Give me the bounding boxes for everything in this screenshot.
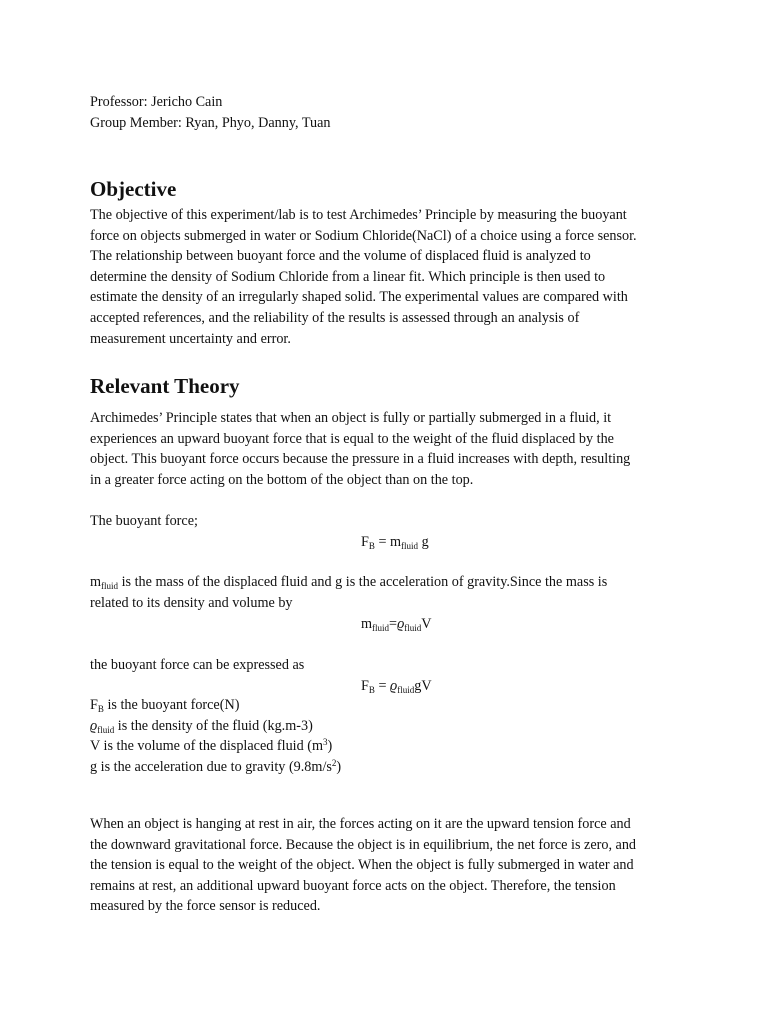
theory-line: Archimedes’ Principle states that when an object is fully or partially submerged in a fluid, it: [90, 410, 612, 426]
theory-intro-paragraph: [90, 408, 630, 490]
eq3-rho: ϱ: [390, 678, 398, 694]
def-g-close: ): [336, 758, 342, 775]
theory-line: object. This buoyant force occurs because the pressure in a fluid increases with depth, resulting: [90, 451, 631, 468]
group-members-line: Group Member: Ryan, Phyo, Danny, Tuan: [90, 114, 331, 131]
eq2-m-sub: fluid: [372, 623, 390, 633]
buoyant-force-equation: [361, 532, 429, 552]
objective-line: measurement uncertainty and error.: [90, 330, 291, 347]
theory-line: in a greater force acting on the bottom of the object than on the top.: [90, 471, 474, 488]
def-fb-symbol: F: [90, 697, 98, 713]
objective-line: The relationship between buoyant force and the volume of displaced fluid is analyzed to: [90, 248, 591, 265]
objective-line: The objective of this experiment/lab is to test Archimedes’ Principle by measuring the buoyant: [90, 207, 627, 223]
eq1-rhs: g: [418, 534, 429, 550]
buoyant-force-density-equation: [361, 676, 432, 696]
eq2-v: V: [421, 616, 432, 632]
definition-rho: [90, 716, 341, 737]
mass-line-2: related to its density and volume by: [90, 594, 293, 611]
mass-density-equation: [361, 614, 432, 634]
def-g-text: g is the acceleration due to gravity (9.8m/s: [90, 758, 332, 775]
header-block: [90, 92, 330, 133]
eq3-rhs: gV: [414, 678, 432, 694]
def-rho-symbol: ϱ: [90, 717, 98, 734]
mass-symbol-sub: fluid: [101, 581, 119, 591]
mass-symbol: m: [90, 574, 102, 590]
expressed-as-line: the buoyant force can be expressed as: [90, 657, 305, 673]
def-rho-text: is the density of the fluid (kg.m-3): [114, 717, 313, 734]
def-v-sup: 3: [323, 737, 328, 748]
relevant-theory-heading: Relevant Theory: [90, 374, 240, 398]
theory-line: experiences an upward buoyant force that is equal to the weight of the fluid displaced by the: [90, 430, 614, 447]
definition-fb: [90, 695, 341, 716]
def-v-text: V is the volume of the displaced fluid (m: [90, 738, 323, 755]
def-g-sup: 2: [331, 757, 337, 768]
definitions-list: [90, 695, 341, 777]
eq2-m: m: [361, 616, 373, 632]
equilibrium-line: the tension is equal to the weight of the object. When the object is fully submerged in water and: [90, 857, 634, 874]
eq1-sub: fluid: [401, 541, 419, 551]
equilibrium-line: the downward gravitational force. Because the object is in equilibrium, the net force is zero, and: [90, 836, 637, 853]
eq3-lhs: F: [361, 678, 369, 694]
mass-line-1-text: is the mass of the displaced fluid and g is the acceleration of gravity.Since the mass is: [118, 574, 608, 590]
equilibrium-paragraph: [90, 814, 636, 917]
definition-v: [90, 736, 341, 757]
objective-line: determine the density of Sodium Chloride from a linear fit. Which principle is then used to: [90, 268, 606, 285]
eq3-lhs-sub: B: [368, 685, 375, 695]
def-v-close: ): [327, 738, 333, 755]
equilibrium-line: remains at rest, an additional upward buoyant force acts on the object. Therefore, the tension: [90, 877, 616, 894]
equilibrium-line: measured by the force sensor is reduced.: [90, 898, 321, 915]
def-rho-sub: fluid: [97, 724, 115, 735]
eq1-op: = m: [374, 534, 402, 550]
mass-paragraph: [90, 572, 607, 613]
def-fb-sub: B: [97, 704, 104, 714]
objective-line: force on objects submerged in water or Sodium Chloride(NaCl) of a choice using a force sensor.: [90, 227, 637, 244]
eq2-rho: ϱ: [397, 616, 405, 632]
eq3-rho-sub: fluid: [397, 685, 415, 695]
def-fb-text: is the buoyant force(N): [103, 697, 240, 713]
eq2-rho-sub: fluid: [404, 623, 422, 633]
objective-line: estimate the density of an irregularly shaped solid. The experimental values are compared with: [90, 289, 628, 306]
mass-line-1: [90, 572, 607, 593]
professor-line: Professor: Jericho Cain: [90, 94, 223, 110]
eq1-lhs-sub: B: [368, 541, 375, 551]
definition-g: [90, 757, 341, 778]
objective-paragraph: [90, 205, 637, 349]
objective-line: accepted references, and the reliability of the results is assessed through an analysis of: [90, 309, 580, 326]
eq3-op: =: [374, 678, 391, 694]
eq1-lhs: F: [361, 534, 369, 550]
buoyant-force-label: The buoyant force;: [90, 513, 198, 529]
equilibrium-line: When an object is hanging at rest in air, the forces acting on it are the upward tension force and: [90, 816, 631, 832]
objective-heading: Objective: [90, 177, 177, 201]
eq2-equals: =: [389, 616, 398, 632]
